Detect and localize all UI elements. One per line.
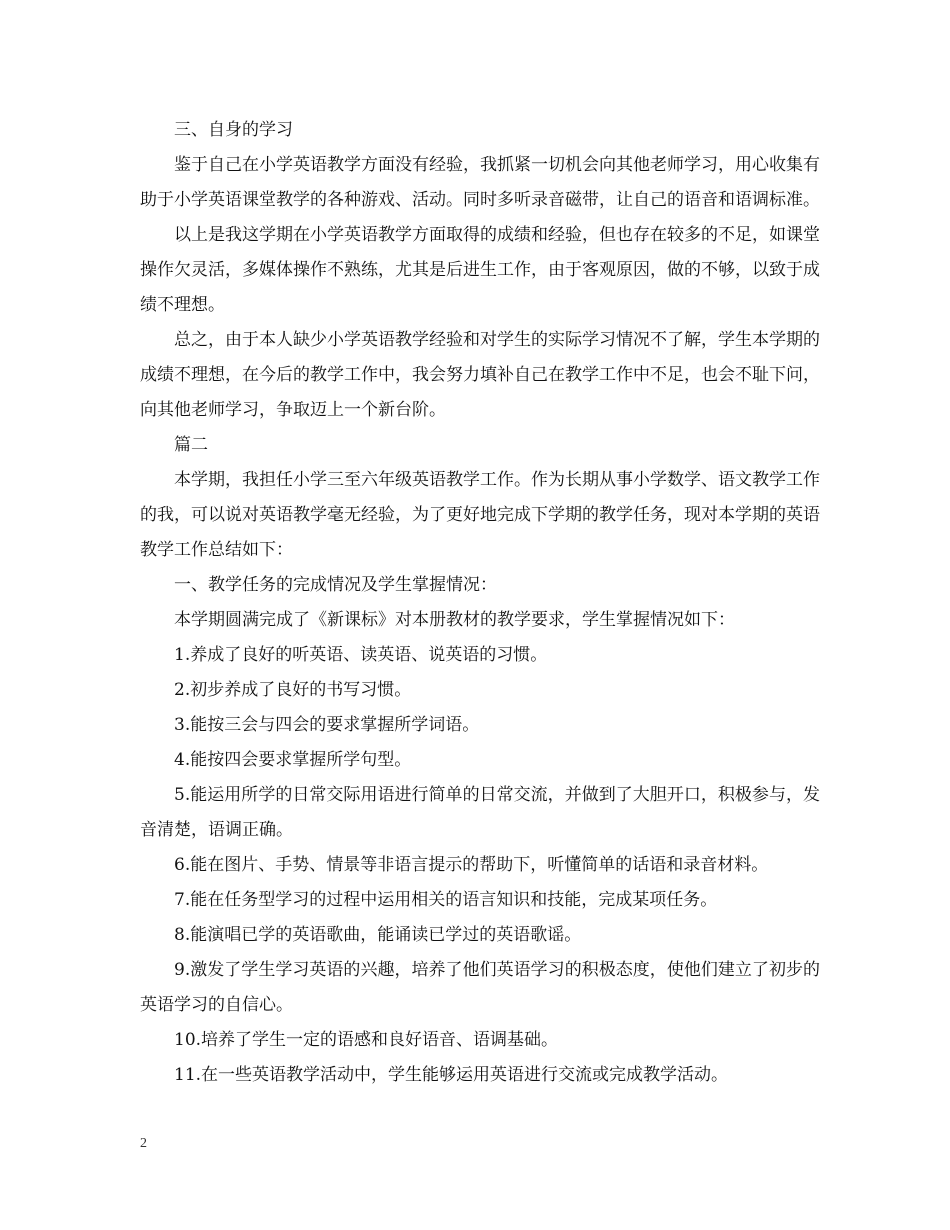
list-item: 6.能在图片、手势、情景等非语言提示的帮助下，听懂简单的话语和录音材料。 bbox=[174, 855, 769, 875]
list-item: 3.能按三会与四会的要求掌握所学词语。 bbox=[174, 715, 480, 735]
list-item: 8.能演唱已学的英语歌曲，能诵读已学过的英语歌谣。 bbox=[174, 925, 582, 945]
list-item: 2.初步养成了良好的书写习惯。 bbox=[174, 680, 412, 700]
list-item: 7.能在任务型学习的过程中运用相关的语言知识和技能，完成某项任务。 bbox=[174, 890, 718, 910]
paragraph: 以上是我这学期在小学英语教学方面取得的成绩和经验，但也存在较多的不足，如课堂操作欠灵活，多媒体操作不熟练，尤其是后进生工作，由于客观原因，做的不够，以致于成绩不理想。 bbox=[140, 225, 820, 315]
paragraph: 鉴于自己在小学英语教学方面没有经验，我抓紧一切机会向其他老师学习，用心收集有助于小学英语课堂教学的各种游戏、活动。同时多听录音磁带，让自己的语音和语调标准。 bbox=[140, 155, 820, 210]
list-item: 10.培养了学生一定的语感和良好语音、语调基础。 bbox=[174, 1030, 559, 1050]
section-heading-task-completion: 一、教学任务的完成情况及学生掌握情况： bbox=[174, 575, 497, 595]
page-number: 2 bbox=[140, 1136, 147, 1151]
section-heading-self-learning: 三、自身的学习 bbox=[174, 120, 293, 140]
list-item: 4.能按四会要求掌握所学句型。 bbox=[174, 750, 412, 770]
paragraph: 总之，由于本人缺少小学英语教学经验和对学生的实际学习情况不了解，学生本学期的成绩不理想，在今后的教学工作中，我会努力填补自己在教学工作中不足，也会不耻下问，向其他老师学习，争取迈上一个新台阶。 bbox=[140, 330, 820, 420]
section-heading-part-two: 篇二 bbox=[174, 435, 208, 455]
paragraph: 本学期圆满完成了《新课标》对本册教材的教学要求，学生掌握情况如下： bbox=[174, 610, 735, 630]
paragraph: 本学期，我担任小学三至六年级英语教学工作。作为长期从事小学数学、语文教学工作的我，可以说对英语教学毫无经验，为了更好地完成下学期的教学任务，现对本学期的英语教学工作总结如下： bbox=[140, 470, 820, 560]
list-item: 9.激发了学生学习英语的兴趣，培养了他们英语学习的积极态度，使他们建立了初步的英语学习的自信心。 bbox=[140, 960, 820, 1015]
list-item: 11.在一些英语教学活动中，学生能够运用英语进行交流或完成教学活动。 bbox=[174, 1065, 729, 1085]
list-item: 5.能运用所学的日常交际用语进行简单的日常交流，并做到了大胆开口，积极参与，发音清楚，语调正确。 bbox=[140, 785, 820, 840]
document-body bbox=[140, 113, 820, 1093]
list-item: 1.养成了良好的听英语、读英语、说英语的习惯。 bbox=[174, 645, 548, 665]
